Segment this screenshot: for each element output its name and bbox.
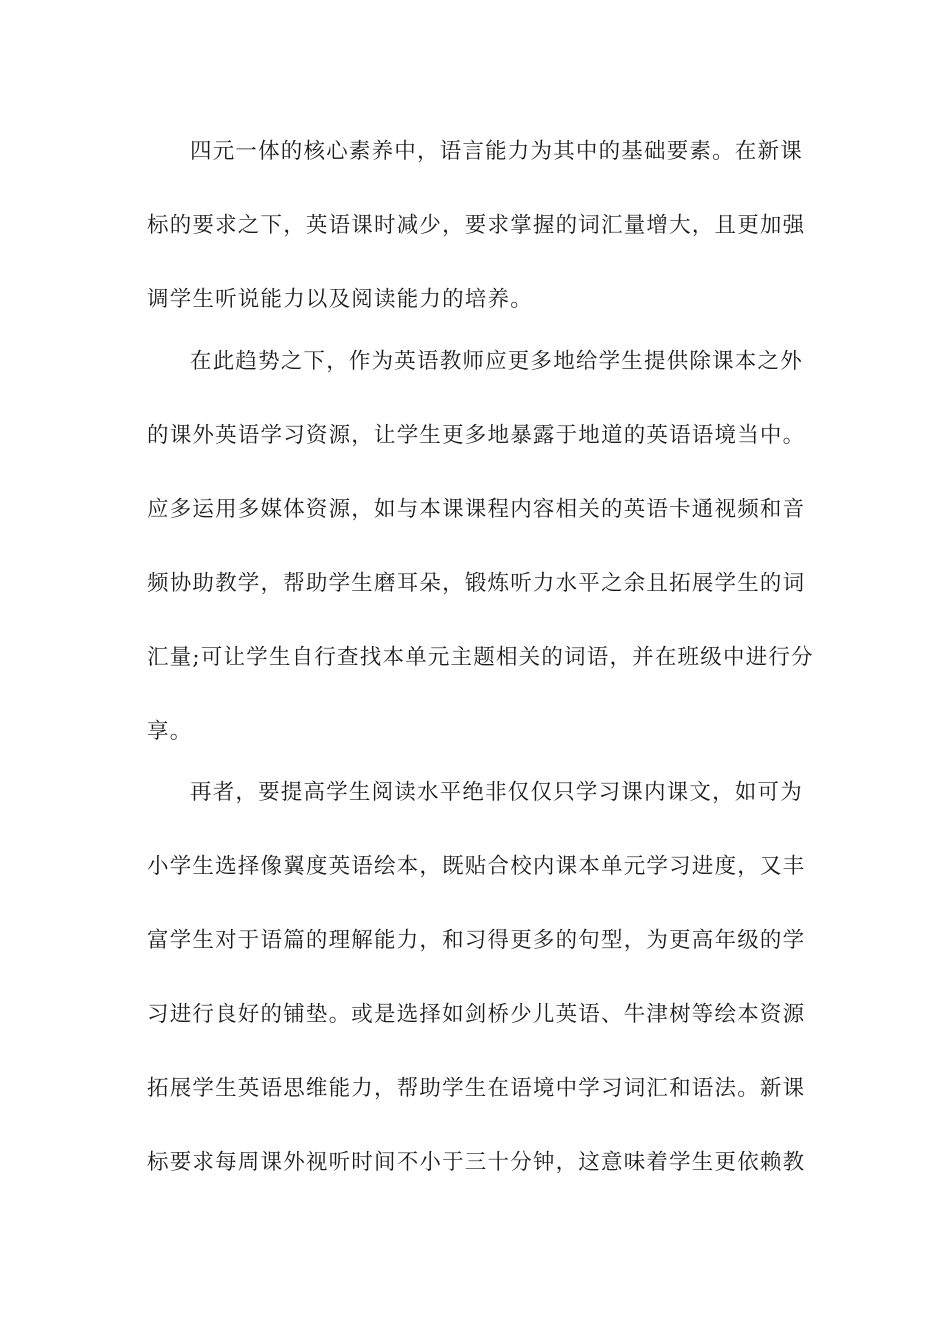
paragraph-3-line-3: 富学生对于语篇的理解能力，和习得更多的句型，为更高年级的学 bbox=[147, 928, 806, 953]
paragraph-3-line-1: 再者，要提高学生阅读水平绝非仅仅只学习课内课文，如可为 bbox=[190, 780, 803, 805]
paragraph-2-line-3: 应多运用多媒体资源，如与本课课程内容相关的英语卡通视频和音 bbox=[147, 497, 806, 522]
paragraph-3-line-6: 标要求每周课外视听时间不小于三十分钟，这意味着学生更依赖教 bbox=[147, 1150, 806, 1175]
paragraph-3-line-2: 小学生选择像翼度英语绘本，既贴合校内课本单元学习进度，又丰 bbox=[147, 854, 806, 879]
paragraph-1-line-1: 四元一体的核心素养中，语言能力为其中的基础要素。在新课 bbox=[190, 139, 803, 164]
paragraph-1-line-3: 调学生听说能力以及阅读能力的培养。 bbox=[147, 287, 533, 312]
paragraph-1-line-2: 标的要求之下，英语课时减少，要求掌握的词汇量增大，且更加强 bbox=[147, 213, 806, 238]
paragraph-2-line-6: 享。 bbox=[147, 719, 193, 744]
paragraph-2-line-5: 汇量;可让学生自行查找本单元主题相关的词语，并在班级中进行分 bbox=[147, 645, 814, 670]
paragraph-2-line-2: 的课外英语学习资源，让学生更多地暴露于地道的英语语境当中。 bbox=[147, 423, 806, 448]
paragraph-3-line-5: 拓展学生英语思维能力，帮助学生在语境中学习词汇和语法。新课 bbox=[147, 1076, 806, 1101]
paragraph-2-line-4: 频协助教学，帮助学生磨耳朵，锻炼听力水平之余且拓展学生的词 bbox=[147, 571, 806, 596]
paragraph-3-line-4: 习进行良好的铺垫。或是选择如剑桥少儿英语、牛津树等绘本资源 bbox=[147, 1002, 806, 1027]
paragraph-2-line-1: 在此趋势之下，作为英语教师应更多地给学生提供除课本之外 bbox=[190, 349, 803, 374]
